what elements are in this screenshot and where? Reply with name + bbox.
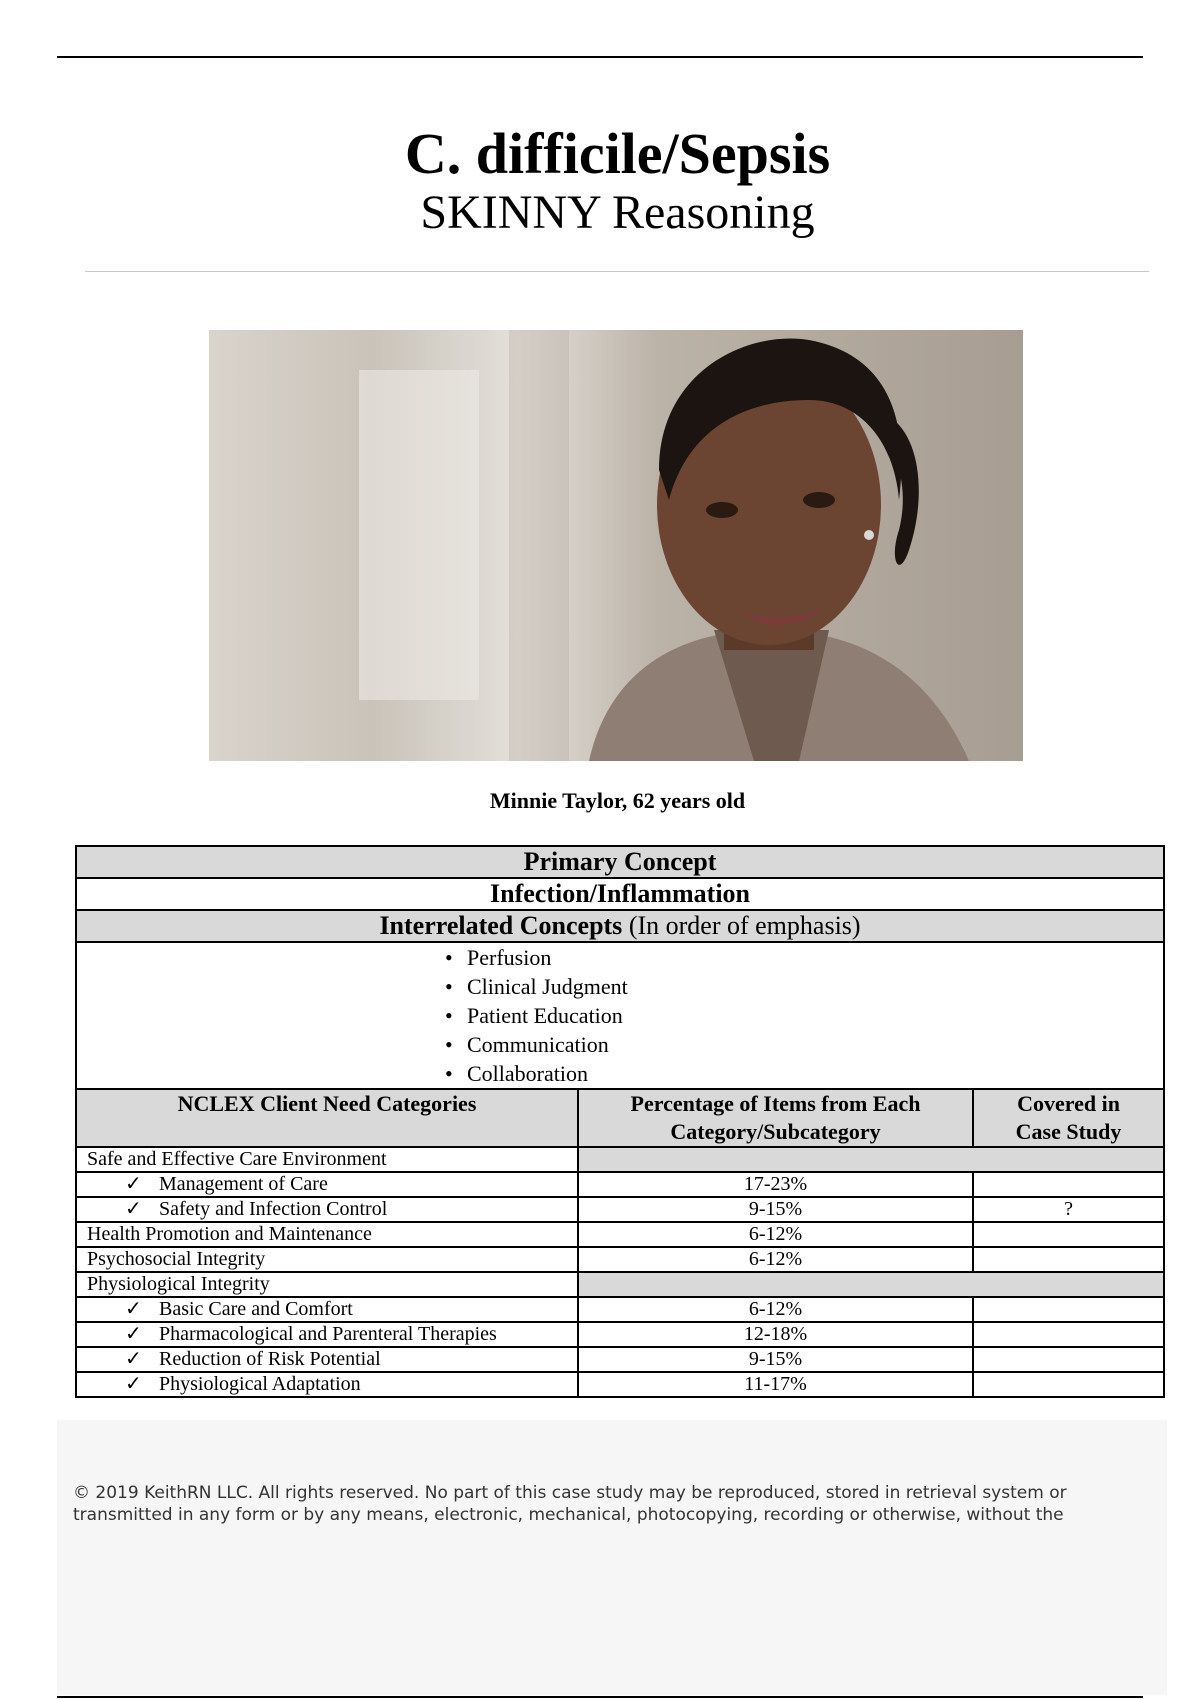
table-row bbox=[76, 1197, 1164, 1222]
percentage-cell: 11-17% bbox=[578, 1372, 973, 1397]
table-row bbox=[76, 1247, 1164, 1272]
footer-area bbox=[57, 1420, 1167, 1695]
list-item: • Patient Education bbox=[445, 1001, 1163, 1030]
checkmark-icon: ✓ bbox=[125, 1198, 142, 1220]
nclex-header-covered-line2: Case Study bbox=[1015, 1119, 1122, 1144]
list-item: • Clinical Judgment bbox=[445, 972, 1163, 1001]
category-label: Psychosocial Integrity bbox=[76, 1247, 578, 1272]
table-row bbox=[76, 1297, 1164, 1322]
covered-cell bbox=[973, 1222, 1164, 1247]
table-row bbox=[76, 1172, 1164, 1197]
percentage-cell: 12-18% bbox=[578, 1322, 973, 1347]
primary-concept-value-row bbox=[76, 878, 1164, 910]
page-title: C. difficile/Sepsis bbox=[404, 121, 831, 186]
category-label: Safe and Effective Care Environment bbox=[76, 1147, 578, 1172]
nclex-header-categories: NCLEX Client Need Categories bbox=[76, 1089, 578, 1147]
percentage-cell: 6-12% bbox=[578, 1222, 973, 1247]
covered-cell bbox=[973, 1322, 1164, 1347]
percentage-cell: 6-12% bbox=[578, 1247, 973, 1272]
copyright-notice: © 2019 KeithRN LLC. All rights reserved. No part of this case study may be reproduced, stored in retrieval system or transmitted in any form or by any means, electronic, mechanical, photocopying, recording or otherwise, without the bbox=[73, 1483, 1067, 1525]
subcategory-label bbox=[76, 1347, 578, 1372]
table-row bbox=[76, 1372, 1164, 1397]
nclex-header-percentage-line1: Percentage of Items from Each bbox=[630, 1091, 921, 1116]
category-label: Health Promotion and Maintenance bbox=[76, 1222, 578, 1247]
patient-caption: Minnie Taylor, 62 years old bbox=[489, 788, 746, 813]
subcategory-text: Pharmacological and Parenteral Therapies bbox=[159, 1323, 497, 1345]
subcategory-label bbox=[76, 1372, 578, 1397]
nclex-header-percentage-line2: Category/Subcategory bbox=[670, 1119, 881, 1144]
interrelated-heading bbox=[76, 910, 1164, 942]
list-item: • Collaboration bbox=[445, 1059, 1163, 1088]
checkmark-icon: ✓ bbox=[125, 1173, 142, 1195]
table-row bbox=[76, 1347, 1164, 1372]
list-item: • Communication bbox=[445, 1030, 1163, 1059]
title-divider bbox=[85, 271, 1149, 272]
covered-cell bbox=[973, 1172, 1164, 1197]
subcategory-text: Safety and Infection Control bbox=[159, 1198, 388, 1220]
patient-photo bbox=[209, 330, 1023, 761]
patient-portrait-image bbox=[209, 330, 1023, 761]
percentage-cell: 17-23% bbox=[578, 1172, 973, 1197]
percentage-cell: 9-15% bbox=[578, 1197, 973, 1222]
table-row bbox=[76, 1222, 1164, 1247]
covered-cell: ? bbox=[973, 1197, 1164, 1222]
nclex-header-row bbox=[76, 1089, 1164, 1147]
subcategory-text: Physiological Adaptation bbox=[159, 1373, 361, 1395]
page-subtitle: SKINNY Reasoning bbox=[420, 186, 815, 239]
covered-cell bbox=[973, 1247, 1164, 1272]
subcategory-label bbox=[76, 1197, 578, 1222]
nclex-header-percentage bbox=[578, 1089, 973, 1147]
table-row bbox=[76, 1147, 1164, 1172]
concepts-nclex-table bbox=[75, 845, 1165, 1398]
subcategory-text: Basic Care and Comfort bbox=[159, 1298, 353, 1320]
top-rule bbox=[57, 56, 1143, 58]
interrelated-heading-note: (In order of emphasis) bbox=[622, 911, 861, 940]
table-row bbox=[76, 1322, 1164, 1347]
checkmark-icon: ✓ bbox=[125, 1298, 142, 1320]
covered-cell bbox=[973, 1347, 1164, 1372]
category-shaded-cell bbox=[578, 1147, 1164, 1172]
checkmark-icon: ✓ bbox=[125, 1323, 142, 1345]
table-row bbox=[76, 1272, 1164, 1297]
subcategory-text: Reduction of Risk Potential bbox=[159, 1348, 381, 1370]
covered-cell bbox=[973, 1372, 1164, 1397]
primary-concept-heading-row bbox=[76, 846, 1164, 878]
percentage-cell: 9-15% bbox=[578, 1347, 973, 1372]
bottom-rule bbox=[57, 1696, 1143, 1698]
nclex-header-covered bbox=[973, 1089, 1164, 1147]
interrelated-list-row bbox=[76, 942, 1164, 1089]
interrelated-list-cell bbox=[76, 942, 1164, 1089]
interrelated-heading-label: Interrelated Concepts bbox=[379, 911, 623, 940]
nclex-header-covered-line1: Covered in bbox=[1017, 1091, 1120, 1116]
subcategory-label bbox=[76, 1172, 578, 1197]
list-item: • Perfusion bbox=[445, 943, 1163, 972]
covered-cell bbox=[973, 1297, 1164, 1322]
subcategory-label bbox=[76, 1322, 578, 1347]
primary-concept-value: Infection/Inflammation bbox=[76, 878, 1164, 910]
interrelated-heading-row bbox=[76, 910, 1164, 942]
interrelated-list bbox=[77, 943, 1163, 1088]
primary-concept-heading: Primary Concept bbox=[76, 846, 1164, 878]
percentage-cell: 6-12% bbox=[578, 1297, 973, 1322]
category-label: Physiological Integrity bbox=[76, 1272, 578, 1297]
checkmark-icon: ✓ bbox=[125, 1348, 142, 1370]
checkmark-icon: ✓ bbox=[125, 1373, 142, 1395]
subcategory-label bbox=[76, 1297, 578, 1322]
subcategory-text: Management of Care bbox=[159, 1173, 328, 1195]
category-shaded-cell bbox=[578, 1272, 1164, 1297]
